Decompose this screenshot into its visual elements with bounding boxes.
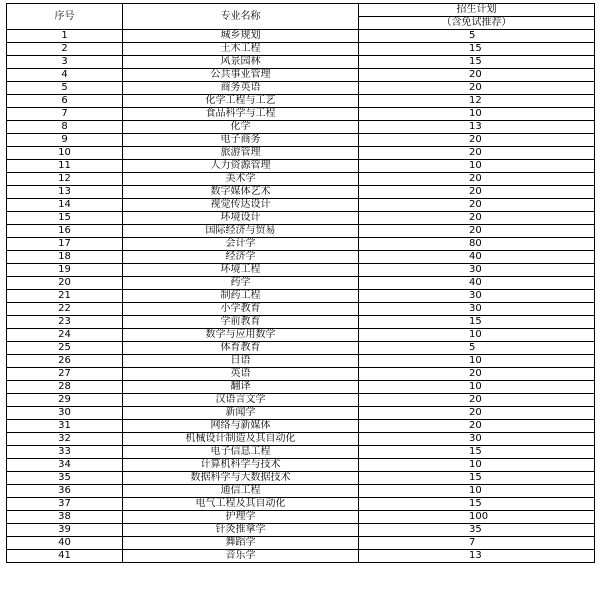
row-index: 31 (7, 420, 123, 433)
table-row (7, 472, 595, 485)
row-index: 37 (7, 498, 123, 511)
row-index: 4 (7, 69, 123, 82)
row-index: 35 (7, 472, 123, 485)
row-index: 39 (7, 524, 123, 537)
header-major: 专业名称 (123, 4, 359, 30)
table-row (7, 316, 595, 329)
row-major: 电子信息工程 (123, 446, 359, 459)
row-major: 学前教育 (123, 316, 359, 329)
header-plan-note: （含免试推荐） (359, 17, 595, 30)
row-major: 数学与应用数学 (123, 329, 359, 342)
row-major: 旅游管理 (123, 147, 359, 160)
row-plan: 13 (359, 121, 595, 134)
row-major: 针灸推拿学 (123, 524, 359, 537)
row-plan: 20 (359, 186, 595, 199)
row-major: 日语 (123, 355, 359, 368)
row-index: 25 (7, 342, 123, 355)
row-major: 数字媒体艺术 (123, 186, 359, 199)
row-plan: 20 (359, 82, 595, 95)
row-index: 40 (7, 537, 123, 550)
row-plan: 10 (359, 160, 595, 173)
header-index: 序号 (7, 4, 123, 30)
row-plan: 10 (359, 459, 595, 472)
row-major: 舞蹈学 (123, 537, 359, 550)
row-index: 3 (7, 56, 123, 69)
row-plan: 12 (359, 95, 595, 108)
row-major: 美术学 (123, 173, 359, 186)
table-row (7, 420, 595, 433)
table-row (7, 290, 595, 303)
table-row (7, 199, 595, 212)
row-plan: 30 (359, 303, 595, 316)
table-row (7, 537, 595, 550)
table-row (7, 381, 595, 394)
row-major: 小学教育 (123, 303, 359, 316)
row-plan: 20 (359, 134, 595, 147)
row-index: 19 (7, 264, 123, 277)
table-row (7, 524, 595, 537)
row-index: 26 (7, 355, 123, 368)
row-plan: 20 (359, 147, 595, 160)
row-plan: 80 (359, 238, 595, 251)
row-plan: 20 (359, 407, 595, 420)
row-plan: 7 (359, 537, 595, 550)
row-major: 化学 (123, 121, 359, 134)
row-index: 38 (7, 511, 123, 524)
row-index: 11 (7, 160, 123, 173)
table-row (7, 459, 595, 472)
row-index: 5 (7, 82, 123, 95)
row-major: 数据科学与大数据技术 (123, 472, 359, 485)
row-plan: 20 (359, 225, 595, 238)
row-plan: 30 (359, 433, 595, 446)
row-plan: 20 (359, 173, 595, 186)
row-major: 视觉传达设计 (123, 199, 359, 212)
table-row (7, 407, 595, 420)
row-plan: 40 (359, 251, 595, 264)
row-major: 电气工程及其自动化 (123, 498, 359, 511)
row-major: 新闻学 (123, 407, 359, 420)
row-index: 20 (7, 277, 123, 290)
row-index: 8 (7, 121, 123, 134)
row-index: 10 (7, 147, 123, 160)
row-index: 22 (7, 303, 123, 316)
row-plan: 10 (359, 485, 595, 498)
table-row (7, 342, 595, 355)
table-row (7, 30, 595, 43)
row-major: 化学工程与工艺 (123, 95, 359, 108)
table-row (7, 108, 595, 121)
table-row (7, 433, 595, 446)
row-major: 英语 (123, 368, 359, 381)
row-index: 7 (7, 108, 123, 121)
table-row (7, 550, 595, 563)
row-major: 土木工程 (123, 43, 359, 56)
table-row (7, 394, 595, 407)
row-plan: 5 (359, 30, 595, 43)
row-major: 药学 (123, 277, 359, 290)
row-major: 通信工程 (123, 485, 359, 498)
table-body (7, 30, 595, 563)
table-row (7, 355, 595, 368)
table-row (7, 329, 595, 342)
row-major: 环境工程 (123, 264, 359, 277)
row-plan: 40 (359, 277, 595, 290)
row-major: 公共事业管理 (123, 69, 359, 82)
row-index: 23 (7, 316, 123, 329)
row-index: 9 (7, 134, 123, 147)
row-plan: 15 (359, 56, 595, 69)
row-plan: 10 (359, 108, 595, 121)
table-row (7, 368, 595, 381)
row-plan: 30 (359, 264, 595, 277)
row-index: 36 (7, 485, 123, 498)
row-plan: 15 (359, 498, 595, 511)
row-plan: 20 (359, 394, 595, 407)
row-plan: 10 (359, 329, 595, 342)
row-index: 32 (7, 433, 123, 446)
row-major: 翻译 (123, 381, 359, 394)
row-major: 人力资源管理 (123, 160, 359, 173)
table-row (7, 43, 595, 56)
row-major: 商务英语 (123, 82, 359, 95)
table-row (7, 82, 595, 95)
row-plan: 13 (359, 550, 595, 563)
row-major: 国际经济与贸易 (123, 225, 359, 238)
row-plan: 20 (359, 212, 595, 225)
table-row (7, 264, 595, 277)
row-index: 24 (7, 329, 123, 342)
row-major: 经济学 (123, 251, 359, 264)
row-plan: 100 (359, 511, 595, 524)
enrollment-plan-table-container (6, 3, 594, 563)
row-plan: 15 (359, 43, 595, 56)
row-major: 体育教育 (123, 342, 359, 355)
table-row (7, 277, 595, 290)
row-plan: 20 (359, 69, 595, 82)
row-index: 6 (7, 95, 123, 108)
row-major: 护理学 (123, 511, 359, 524)
row-index: 15 (7, 212, 123, 225)
row-major: 风景园林 (123, 56, 359, 69)
table-row (7, 56, 595, 69)
row-major: 城乡规划 (123, 30, 359, 43)
row-index: 14 (7, 199, 123, 212)
table-header (7, 4, 595, 30)
row-index: 16 (7, 225, 123, 238)
row-plan: 15 (359, 446, 595, 459)
table-row (7, 225, 595, 238)
row-major: 网络与新媒体 (123, 420, 359, 433)
header-row (7, 4, 595, 17)
row-index: 27 (7, 368, 123, 381)
row-index: 41 (7, 550, 123, 563)
table-row (7, 186, 595, 199)
row-plan: 20 (359, 199, 595, 212)
row-index: 34 (7, 459, 123, 472)
table-row (7, 446, 595, 459)
row-plan: 5 (359, 342, 595, 355)
row-major: 会计学 (123, 238, 359, 251)
row-major: 制药工程 (123, 290, 359, 303)
row-index: 30 (7, 407, 123, 420)
table-row (7, 160, 595, 173)
row-index: 13 (7, 186, 123, 199)
enrollment-plan-table (6, 3, 595, 563)
row-major: 计算机科学与技术 (123, 459, 359, 472)
table-row (7, 251, 595, 264)
row-plan: 20 (359, 368, 595, 381)
table-row (7, 69, 595, 82)
table-row (7, 498, 595, 511)
table-row (7, 134, 595, 147)
row-major: 环境设计 (123, 212, 359, 225)
row-plan: 15 (359, 316, 595, 329)
row-index: 21 (7, 290, 123, 303)
row-index: 12 (7, 173, 123, 186)
table-row (7, 95, 595, 108)
row-plan: 10 (359, 381, 595, 394)
table-row (7, 511, 595, 524)
row-index: 18 (7, 251, 123, 264)
row-index: 17 (7, 238, 123, 251)
row-index: 1 (7, 30, 123, 43)
row-major: 机械设计制造及其自动化 (123, 433, 359, 446)
row-plan: 20 (359, 420, 595, 433)
table-row (7, 173, 595, 186)
row-index: 29 (7, 394, 123, 407)
row-plan: 15 (359, 472, 595, 485)
row-index: 28 (7, 381, 123, 394)
row-plan: 10 (359, 355, 595, 368)
header-plan: 招生计划 (359, 4, 595, 17)
table-row (7, 121, 595, 134)
table-row (7, 485, 595, 498)
row-index: 33 (7, 446, 123, 459)
table-row (7, 238, 595, 251)
row-major: 音乐学 (123, 550, 359, 563)
row-major: 汉语言文学 (123, 394, 359, 407)
row-plan: 35 (359, 524, 595, 537)
table-row (7, 212, 595, 225)
table-row (7, 303, 595, 316)
table-row (7, 147, 595, 160)
row-index: 2 (7, 43, 123, 56)
row-major: 食品科学与工程 (123, 108, 359, 121)
row-plan: 30 (359, 290, 595, 303)
row-major: 电子商务 (123, 134, 359, 147)
